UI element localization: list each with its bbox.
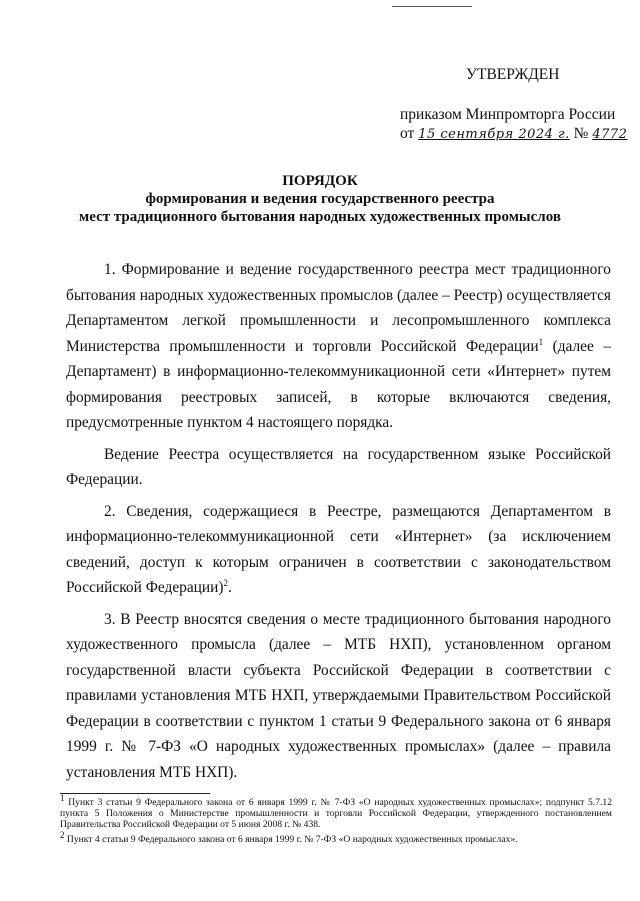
title-line-1: ПОРЯДОК (282, 173, 358, 189)
scan-artifact-line (392, 6, 472, 7)
footnote-2-text: Пункт 4 статьи 9 Федерального закона от 6 января 1999 г. № 7-ФЗ «О народных художественных промыслах». (64, 834, 518, 845)
footnote-ref-1: 1 (538, 336, 544, 347)
order-reference: приказом Минпромторга России (400, 106, 616, 123)
footnote-ref-2: 2 (223, 577, 229, 588)
footnote-1-text: Пункт 3 статьи 9 Федерального закона от 6 января 1999 г. № 7-ФЗ «О народных художественных промыслах»; подпункт 5.7.12 пункта 5 Положения о Министерстве промышленности и торговли Российской Федерации, утвержденного постановлением Правительства Российской Федерации от 5 июня 2008 г. № 438. (60, 797, 612, 830)
title-line-3: мест традиционного бытования народных художественных промыслов (79, 209, 561, 225)
footnotes (60, 792, 612, 849)
paragraph-1-text: 1. Формирование и ведение государственного реестра мест традиционного бытования народных художественных промыслов (далее – Реестр) осуществляется Департаментом легкой промышленности и лесопромышленного комплекса Министерства промышленности и торговли Российской Федерации (66, 261, 611, 355)
paragraph-4: 3. В Реестр вносятся сведения о месте традиционного бытования народного художественного промысла (далее – МТБ НХП), установленном органом государственной власти субъекта Российской Федерации в соответствии с правилами установления МТБ НХП, утверждаемыми Правительством Российской Федерации в соответствии с пунктом 1 статьи 9 Федерального закона от 6 января 1999 г. № 7-ФЗ «О народных художественных промыслах» (далее – правила установления МТБ НХП). (66, 610, 611, 781)
footnote-1 (60, 792, 612, 830)
document-body (66, 257, 611, 791)
paragraph-2: Ведение Реестра осуществляется на государственном языке Российской Федерации. (66, 445, 611, 488)
number-sign: № (573, 125, 589, 142)
paragraph-1 (66, 257, 611, 436)
approved-label: УТВЕРЖДЕН (466, 66, 560, 83)
paragraph-3-tail: . (228, 579, 232, 596)
paragraph-1-tail: (далее – Департамент) в информационно-телекоммуникационной сети «Интернет» путем формирования реестровых записей, в которые включаются сведения, предусмотренные пунктом 4 настоящего порядка. (66, 337, 611, 431)
footnote-2 (60, 829, 612, 845)
date-prefix: от (400, 125, 415, 142)
footnote-2-number: 2 (60, 829, 65, 840)
order-date-line (400, 125, 627, 143)
title-line-2: формирования и ведения государственного реестра (145, 191, 495, 207)
footnote-divider (60, 793, 210, 794)
handwritten-date: 15 сентября 2024 г. (418, 127, 570, 142)
document-title (0, 172, 640, 226)
handwritten-number: 4772 (592, 127, 628, 142)
paragraph-3-text: 2. Сведения, содержащиеся в Реестре, размещаются Департаментом в информационно-телекоммуникационной сети «Интернет» (за исключением сведений, доступ к которым ограничен в соответствии с законодательством Российской Федерации) (66, 502, 611, 596)
footnote-1-number: 1 (60, 792, 65, 803)
paragraph-3 (66, 499, 611, 601)
